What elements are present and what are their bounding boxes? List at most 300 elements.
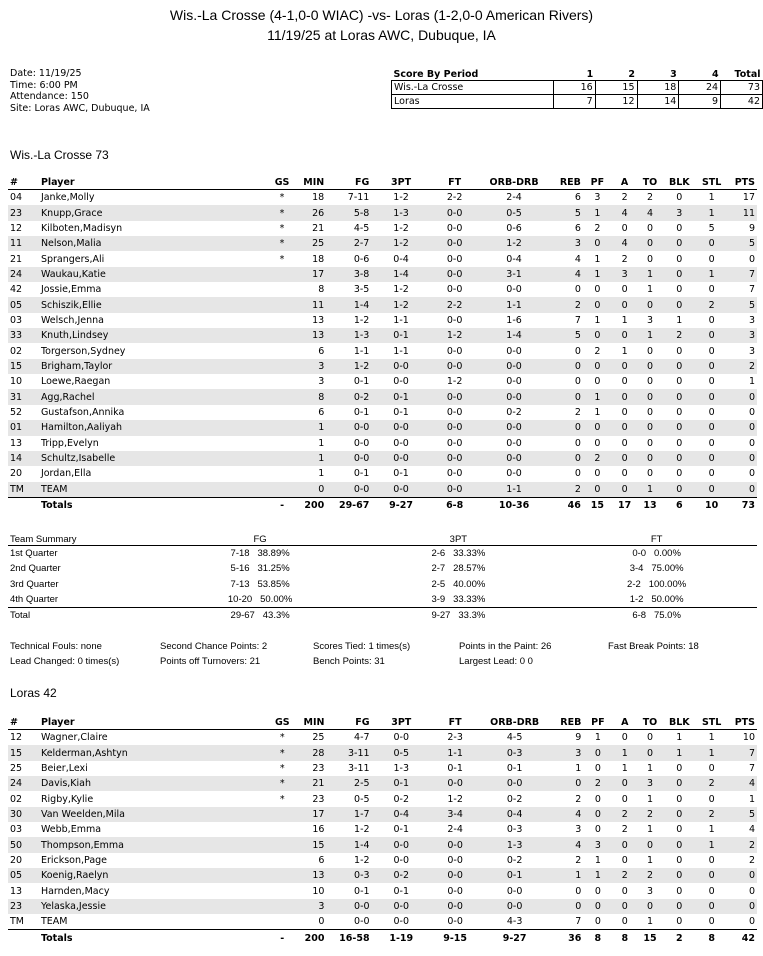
totals-row [8,930,757,946]
assists: 0 [621,732,628,744]
player-name: Loewe,Raegan [40,376,111,388]
player-name: Nelson,Malia [39,236,271,251]
personal-fouls: 1 [594,732,601,744]
field-goals: 1-7 [326,807,371,822]
jersey-number: 33 [8,328,39,343]
ft-total: 6-8 75.0% [556,608,757,624]
total-orb-drb: 9-27 [479,930,550,946]
turnovers: 0 [646,345,653,357]
column-header-field-goals: FG [326,716,371,730]
jersey-number: 15 [8,359,39,374]
free-throws: 0-0 [446,284,463,296]
blocks: 1 [663,745,696,760]
free-throws: 0-0 [431,267,479,282]
steals: 0 [708,762,715,774]
column-header-jersey-number: # [8,176,39,190]
total-label: Total [8,608,160,624]
column-header-assists: A [612,716,637,730]
points: 7 [748,762,755,774]
player-row [8,313,757,328]
player-row [8,868,757,883]
total-assists: 17 [612,497,637,513]
jersey-number: 50 [8,837,39,852]
score-cell: 14 [637,95,679,109]
games-started: * [279,222,285,234]
total-personal-fouls: 8 [583,930,612,946]
jersey-number: 25 [10,762,23,774]
games-started: * [279,793,285,805]
three-pointers: 1-2 [393,284,409,296]
jersey-number: 42 [10,284,23,296]
personal-fouls: 1 [594,253,601,265]
player-row [8,776,757,791]
player-row [8,807,757,822]
total-points: 73 [727,497,757,513]
rebounds: 1 [575,762,582,774]
three-pointers: 0-1 [393,406,409,418]
free-throws: 0-0 [431,837,479,852]
period-header: 3 [670,68,677,80]
jersey-number: 24 [8,776,39,791]
assists: 0 [621,284,628,296]
player-row [8,853,757,868]
total-player-name: Totals [39,930,271,946]
blocks: 0 [663,236,696,251]
total-field-goals: 16-58 [326,930,371,946]
blocks: 0 [676,762,683,774]
points: 7 [727,745,757,760]
field-goals: 3-11 [326,745,371,760]
free-throws: 2-2 [431,297,479,312]
rebounds: 4 [574,253,581,265]
field-goals: 2-5 [326,776,371,791]
minutes: 18 [312,192,325,204]
total-blocks: 2 [663,930,696,946]
free-throws: 3-4 [431,807,479,822]
minutes: 25 [312,732,325,744]
games-started [271,267,293,282]
rebounds: 6 [574,192,581,204]
free-throws: 0-0 [446,253,463,265]
assists: 2 [621,192,628,204]
three-pointers: 0-1 [393,468,409,480]
player-row [8,761,757,776]
jersey-number: 02 [10,793,23,805]
points: 0 [727,868,757,883]
column-header-rebounds: REB [550,716,583,730]
blocks: 0 [663,482,696,498]
score-cell: 12 [595,95,637,109]
minutes: 0 [293,482,326,498]
blocks: 0 [676,854,683,866]
jersey-number: 14 [8,451,39,466]
games-started [271,482,293,498]
assists: 0 [612,359,637,374]
total-steals: 10 [696,497,727,513]
rebounds: 2 [575,793,582,805]
player-row [8,482,757,498]
score-row [392,81,763,95]
game-title: Wis.-La Crosse (4-1,0-0 WIAC) -vs- Loras (1-2,0-0 American Rivers) [169,7,594,23]
blocks: 0 [663,297,696,312]
personal-fouls: 2 [594,222,601,234]
orb-drb: 2-4 [506,192,522,204]
player-name: Yelaska,Jessie [39,899,271,914]
points: 2 [727,837,757,852]
blocks: 0 [676,345,683,357]
period-header: 4 [711,68,719,80]
free-throws: 0-0 [431,359,479,374]
3pt-value: 3-9 33.33% [431,594,486,606]
team-summary-header: FT [556,533,757,546]
turnovers: 0 [637,297,662,312]
turnovers: 1 [646,824,653,836]
field-goals: 2-7 [326,236,371,251]
player-row [8,837,757,852]
minutes: 8 [318,284,325,296]
rebounds: 9 [575,732,582,744]
player-row [8,374,757,389]
field-goals: 4-7 [354,732,370,744]
jersey-number: 52 [10,406,23,418]
lead-changed: Lead Changed: 0 times(s) [10,656,120,667]
games-started: * [279,732,285,744]
blocks: 0 [676,406,683,418]
rebounds: 2 [574,406,581,418]
assists: 0 [612,328,637,343]
minutes: 21 [293,776,326,791]
blocks: 3 [663,205,696,220]
orb-drb: 0-0 [479,359,550,374]
personal-fouls: 0 [594,793,601,805]
player-name: Hamilton,Aaliyah [39,420,271,435]
free-throws: 0-0 [431,420,479,435]
steals: 0 [708,376,715,388]
minutes: 25 [293,236,326,251]
steals: 0 [708,437,715,449]
rebounds: 0 [574,376,581,388]
turnovers: 0 [646,253,653,265]
fg-value: 7-18 38.89% [230,548,290,560]
player-name: Jossie,Emma [40,284,102,296]
largest-lead: Largest Lead: 0 0 [459,656,533,667]
personal-fouls: 1 [594,406,601,418]
personal-fouls: 0 [583,745,612,760]
turnovers: 1 [646,854,653,866]
steals: 0 [708,468,715,480]
assists: 0 [612,389,637,404]
turnovers: 2 [646,192,653,204]
steals: 1 [708,732,715,744]
turnovers: 1 [646,916,653,928]
jersey-number: 20 [10,854,23,866]
free-throws: 0-0 [447,916,463,928]
turnovers: 1 [637,267,662,282]
turnovers: 0 [637,389,662,404]
field-goals: 1-2 [353,314,370,326]
orb-drb: 0-0 [506,284,522,296]
orb-drb: 0-3 [479,745,550,760]
score-by-period-label: Score By Period [393,68,479,80]
games-started [271,297,293,312]
column-header-assists: A [612,176,637,190]
orb-drb: 0-0 [506,345,522,357]
free-throws: 0-0 [431,205,479,220]
rebounds: 0 [550,776,583,791]
player-row [8,405,757,420]
points: 0 [748,468,755,480]
column-header-three-pointers: 3PT [372,716,431,730]
field-goals: 0-0 [326,899,371,914]
turnovers: 3 [637,776,662,791]
personal-fouls: 0 [583,482,612,498]
free-throws: 0-0 [431,451,479,466]
points: 0 [748,885,755,897]
steals: 1 [708,824,715,836]
total-three-pointers: 1-19 [372,930,431,946]
games-started: * [271,236,293,251]
jersey-number: 23 [8,899,39,914]
minutes: 21 [312,222,325,234]
turnovers: 1 [646,762,653,774]
score-cell: 24 [679,81,721,95]
free-throws: 0-0 [446,437,463,449]
steals: 0 [708,885,715,897]
jersey-number: 05 [8,868,39,883]
game-attendance: Attendance: 150 [10,91,89,102]
total-turnovers: 13 [637,497,662,513]
score-row [392,95,763,109]
quarter-label: 1st Quarter [10,548,58,560]
points: 7 [727,267,757,282]
orb-drb: 0-0 [479,451,550,466]
assists: 1 [621,762,628,774]
player-name: Agg,Rachel [39,389,271,404]
orb-drb: 4-3 [506,916,523,928]
points: 7 [748,284,755,296]
orb-drb: 0-2 [506,854,523,866]
player-name: Thompson,Emma [39,837,271,852]
total-free-throws: 9-15 [431,930,479,946]
points: 0 [748,406,755,418]
personal-fouls: 2 [594,345,601,357]
steals: 1 [696,745,727,760]
player-row [8,190,757,206]
field-goals: 1-2 [354,824,370,836]
field-goals: 0-0 [354,916,370,928]
turnovers: 1 [637,328,662,343]
rebounds: 2 [550,297,583,312]
steals: 0 [708,916,715,928]
player-name: Wagner,Claire [40,732,108,744]
games-started [271,853,293,868]
column-header-blocks: BLK [663,176,696,190]
player-name: Sprangers,Ali [40,253,105,265]
orb-drb: 0-2 [506,793,523,805]
three-pointers: 0-4 [372,807,431,822]
quarter-label: 2nd Quarter [10,563,61,575]
column-header-personal-fouls: PF [583,176,612,190]
minutes: 3 [293,359,326,374]
period-header: 2 [628,68,635,80]
steals: 0 [708,314,715,326]
turnovers: 0 [646,468,653,480]
jersey-number: 03 [10,314,23,326]
free-throws: 0-0 [431,236,479,251]
three-pointers: 1-2 [371,236,430,251]
field-goals: 3-11 [348,762,370,774]
home-team-heading: Wis.-La Crosse 73 [10,148,109,162]
minutes: 23 [312,793,325,805]
jersey-number: 24 [8,267,39,282]
blocks: 0 [676,437,683,449]
team-summary-total-row [8,608,757,624]
3pt-value: 2-5 40.00% [431,578,486,590]
orb-drb: 1-1 [479,482,550,498]
rebounds: 0 [550,420,583,435]
field-goals: 0-0 [326,420,371,435]
blocks: 0 [663,451,696,466]
minutes: 16 [312,824,325,836]
column-header-blocks: BLK [663,716,696,730]
fast-break-points: Fast Break Points: 18 [608,641,699,652]
points: 0 [727,420,757,435]
points: 3 [748,314,755,326]
points: 11 [727,205,757,220]
turnovers: 0 [637,236,662,251]
turnovers: 0 [637,359,662,374]
jersey-number: TM [10,916,24,928]
minutes: 13 [293,328,326,343]
free-throws: 2-4 [447,824,463,836]
points: 10 [742,732,755,744]
player-row [8,389,757,404]
rebounds: 5 [550,205,583,220]
assists: 0 [621,916,628,928]
games-started [271,807,293,822]
rebounds: 0 [574,468,581,480]
minutes: 3 [293,899,326,914]
three-pointers: 0-2 [372,868,431,883]
three-pointers: 0-2 [393,793,410,805]
player-row [8,436,757,451]
points: 17 [742,192,755,204]
assists: 0 [612,482,637,498]
three-pointers: 0-0 [371,420,430,435]
jersey-number: TM [8,482,39,498]
player-name: TEAM [39,482,271,498]
three-pointers: 0-0 [393,376,409,388]
home-box-score-table [8,176,757,513]
turnovers: 1 [637,482,662,498]
personal-fouls: 0 [583,359,612,374]
games-started [271,914,293,930]
personal-fouls: 1 [583,267,612,282]
games-started [271,436,293,451]
personal-fouls: 0 [594,284,601,296]
total-orb-drb: 10-36 [479,497,550,513]
free-throws: 0-0 [446,406,463,418]
player-row [8,205,757,220]
free-throws: 1-2 [447,793,463,805]
steals: 0 [696,328,727,343]
free-throws: 0-0 [431,899,479,914]
three-pointers: 0-0 [393,437,409,449]
player-row [8,297,757,312]
ft-value: 1-2 50.00% [629,594,684,606]
minutes: 11 [293,297,326,312]
period-header: 1 [586,68,594,80]
personal-fouls: 0 [594,376,601,388]
total-player-name: Totals [39,497,271,513]
scores-tied: Scores Tied: 1 times(s) [313,641,411,652]
personal-fouls: 0 [594,468,601,480]
total-blocks: 6 [663,497,696,513]
games-started [271,899,293,914]
rebounds: 4 [550,267,583,282]
field-goals: 0-1 [353,468,370,480]
score-team: Wis.-La Crosse [392,81,554,95]
minutes: 13 [293,868,326,883]
turnovers: 0 [646,406,653,418]
orb-drb: 0-4 [506,253,522,265]
steals: 0 [696,389,727,404]
steals: 5 [708,222,715,234]
personal-fouls: 1 [594,854,601,866]
points: 1 [748,793,755,805]
personal-fouls: 0 [583,297,612,312]
blocks: 0 [663,420,696,435]
assists: 1 [621,345,628,357]
ft-value: 0-0 0.00% [632,548,681,560]
steals: 1 [696,837,727,852]
orb-drb: 4-5 [506,732,523,744]
rebounds: 1 [550,868,583,883]
games-started [271,420,293,435]
orb-drb: 0-0 [506,885,523,897]
free-throws: 0-0 [447,885,463,897]
games-started [271,343,293,358]
points: 5 [727,807,757,822]
steals: 0 [708,793,715,805]
rebounds: 0 [574,284,581,296]
three-pointers: 0-1 [393,885,410,897]
blocks: 0 [676,885,683,897]
steals: 0 [696,236,727,251]
score-team: Loras [392,95,554,109]
jersey-number: 30 [8,807,39,822]
player-name: Koenig,Raelyn [39,868,271,883]
away-box-score-table [8,716,757,946]
free-throws: 0-0 [446,314,463,326]
blocks: 0 [676,222,683,234]
column-header-steals: STL [696,176,727,190]
player-row [8,359,757,374]
assists: 0 [612,420,637,435]
period-header: Total [734,68,761,80]
column-header-games-started: GS [271,176,293,190]
rebounds: 0 [550,359,583,374]
score-cell: 18 [637,81,679,95]
player-name: Kelderman,Ashtyn [39,745,271,760]
column-header-free-throws: FT [431,716,479,730]
player-row [8,328,757,343]
field-goals: 0-0 [353,437,370,449]
player-name: Kilboten,Madisyn [40,222,123,234]
jersey-number: 04 [10,192,23,204]
points: 0 [748,437,755,449]
personal-fouls: 0 [594,762,601,774]
